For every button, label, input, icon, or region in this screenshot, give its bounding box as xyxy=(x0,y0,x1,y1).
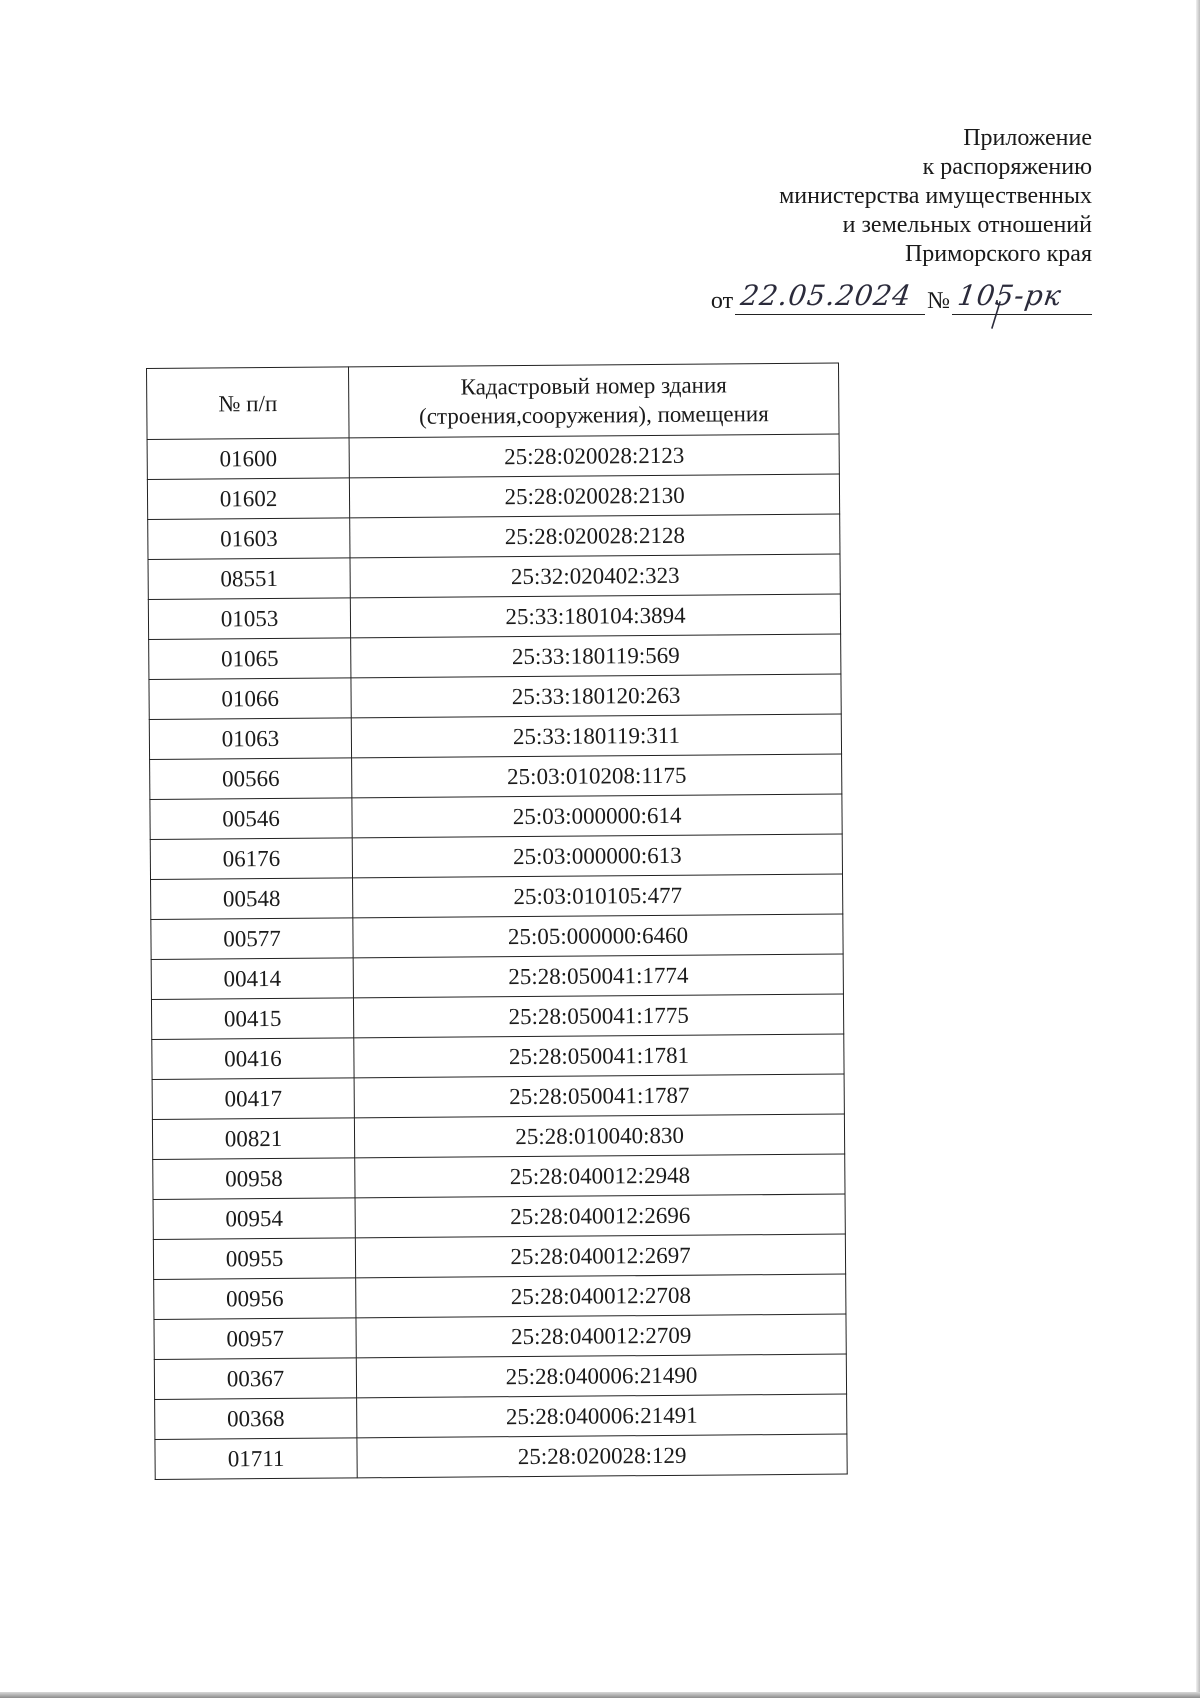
cadastral-number-cell: 25:33:180120:263 xyxy=(351,674,841,718)
row-number-cell: 00954 xyxy=(153,1198,355,1240)
cadastral-number-cell: 25:28:020028:129 xyxy=(357,1434,847,1478)
row-number-cell: 00414 xyxy=(151,958,353,1000)
table-row xyxy=(149,714,841,759)
pen-stroke-mark xyxy=(960,300,1050,330)
cadastral-number-cell: 25:28:040012:2948 xyxy=(355,1154,845,1198)
row-number-cell: 00821 xyxy=(152,1118,354,1160)
row-number-cell: 00546 xyxy=(150,798,352,840)
cadastral-number-cell: 25:33:180119:569 xyxy=(351,634,841,678)
row-number-cell: 01065 xyxy=(149,638,351,680)
table-row xyxy=(155,1434,847,1479)
cadastral-number-cell: 25:28:050041:1774 xyxy=(353,954,843,998)
table-row xyxy=(148,514,840,559)
row-number-cell: 00958 xyxy=(153,1158,355,1200)
cadastral-number-cell: 25:03:010208:1175 xyxy=(352,754,842,798)
table-row xyxy=(154,1274,846,1319)
table-row xyxy=(149,674,841,719)
table-header-row xyxy=(147,363,840,439)
row-number-cell: 01053 xyxy=(148,598,350,640)
header-line-appendix: Приложение xyxy=(963,125,1092,151)
cadastral-number-cell: 25:28:040012:2708 xyxy=(356,1274,846,1318)
column-header-cadastral xyxy=(349,363,839,438)
cadastral-number-cell: 25:28:050041:1775 xyxy=(354,994,844,1038)
cadastral-number-cell: 25:32:020402:323 xyxy=(350,554,840,598)
row-number-cell: 01063 xyxy=(149,718,351,760)
table-row xyxy=(151,994,843,1039)
column-header-number: № п/п xyxy=(147,367,350,440)
row-number-cell: 00956 xyxy=(154,1278,356,1320)
cadastral-number-cell: 25:28:010040:830 xyxy=(355,1114,845,1158)
cadastral-number-cell: 25:28:040012:2709 xyxy=(356,1314,846,1358)
table-body xyxy=(147,434,847,1479)
header-line-region: Приморского края xyxy=(904,241,1092,267)
cadastral-number-cell: 25:05:000000:6460 xyxy=(353,914,843,958)
table-row xyxy=(147,474,839,519)
row-number-cell: 00416 xyxy=(152,1038,354,1080)
row-number-cell: 00548 xyxy=(151,878,353,920)
row-number-cell: 01600 xyxy=(147,438,349,480)
page-edge-shadow xyxy=(1196,0,1200,1698)
row-number-cell: 00415 xyxy=(151,998,353,1040)
table-row xyxy=(154,1314,846,1359)
table-row xyxy=(148,594,840,639)
cadastral-number-cell: 25:28:050041:1781 xyxy=(354,1034,844,1078)
cadastral-number-cell: 25:33:180119:311 xyxy=(351,714,841,758)
table-row xyxy=(151,874,843,919)
cadastral-number-cell: 25:33:180104:3894 xyxy=(350,594,840,638)
header-line-ministry: министерства имущественных xyxy=(779,183,1092,209)
row-number-cell: 08551 xyxy=(148,558,350,600)
row-number-cell: 00368 xyxy=(155,1398,357,1440)
table-row xyxy=(150,754,842,799)
row-number-cell: 00577 xyxy=(151,918,353,960)
date-field xyxy=(735,279,925,315)
table-row xyxy=(152,1074,844,1119)
cadastral-table xyxy=(146,363,848,1480)
handwritten-number: 105-рк xyxy=(955,279,1064,312)
row-number-cell: 00955 xyxy=(153,1238,355,1280)
table-row xyxy=(148,554,840,599)
cadastral-number-cell: 25:28:040006:21490 xyxy=(356,1354,846,1398)
table-row xyxy=(152,1034,844,1079)
row-number-cell: 01602 xyxy=(147,478,349,520)
appendix-header xyxy=(779,124,1092,269)
table-row xyxy=(153,1194,845,1239)
cadastral-number-cell: 25:28:020028:2123 xyxy=(349,434,839,478)
table-row xyxy=(147,434,839,479)
cadastral-number-cell: 25:03:000000:614 xyxy=(352,794,842,838)
cadastral-number-cell: 25:28:040012:2696 xyxy=(355,1194,845,1238)
table-row xyxy=(152,1114,844,1159)
column-header-cadastral-text: Кадастровый номер здания (строения,сооружения), помещения xyxy=(419,372,769,429)
row-number-cell: 00566 xyxy=(150,758,352,800)
date-prefix: от xyxy=(710,288,734,314)
row-number-cell: 01603 xyxy=(148,518,350,560)
header-line-relations: и земельных отношений xyxy=(842,212,1092,238)
table-row xyxy=(150,834,842,879)
header-line-order: к распоряжению xyxy=(922,154,1092,180)
row-number-cell: 00367 xyxy=(154,1358,356,1400)
cadastral-number-cell: 25:03:000000:613 xyxy=(352,834,842,878)
row-number-cell: 01711 xyxy=(155,1438,357,1480)
cadastral-number-cell: 25:28:050041:1787 xyxy=(354,1074,844,1118)
row-number-cell: 06176 xyxy=(150,838,352,880)
table-row xyxy=(153,1234,845,1279)
table-row xyxy=(155,1394,847,1439)
cadastral-number-cell: 25:28:040006:21491 xyxy=(357,1394,847,1438)
cadastral-number-cell: 25:03:010105:477 xyxy=(353,874,843,918)
cadastral-number-cell: 25:28:020028:2130 xyxy=(350,474,840,518)
table-row xyxy=(151,954,843,999)
handwritten-date: 22.05.2024 xyxy=(738,279,914,312)
table-row xyxy=(149,634,841,679)
number-prefix: № xyxy=(927,288,950,314)
cadastral-number-cell: 25:28:020028:2128 xyxy=(350,514,840,558)
table-row xyxy=(150,794,842,839)
row-number-cell: 01066 xyxy=(149,678,351,720)
table-row xyxy=(153,1154,845,1199)
table-row xyxy=(151,914,843,959)
row-number-cell: 00957 xyxy=(154,1318,356,1360)
row-number-cell: 00417 xyxy=(152,1078,354,1120)
cadastral-number-cell: 25:28:040012:2697 xyxy=(355,1234,845,1278)
page-bottom-edge xyxy=(0,1692,1200,1698)
table-row xyxy=(154,1354,846,1399)
